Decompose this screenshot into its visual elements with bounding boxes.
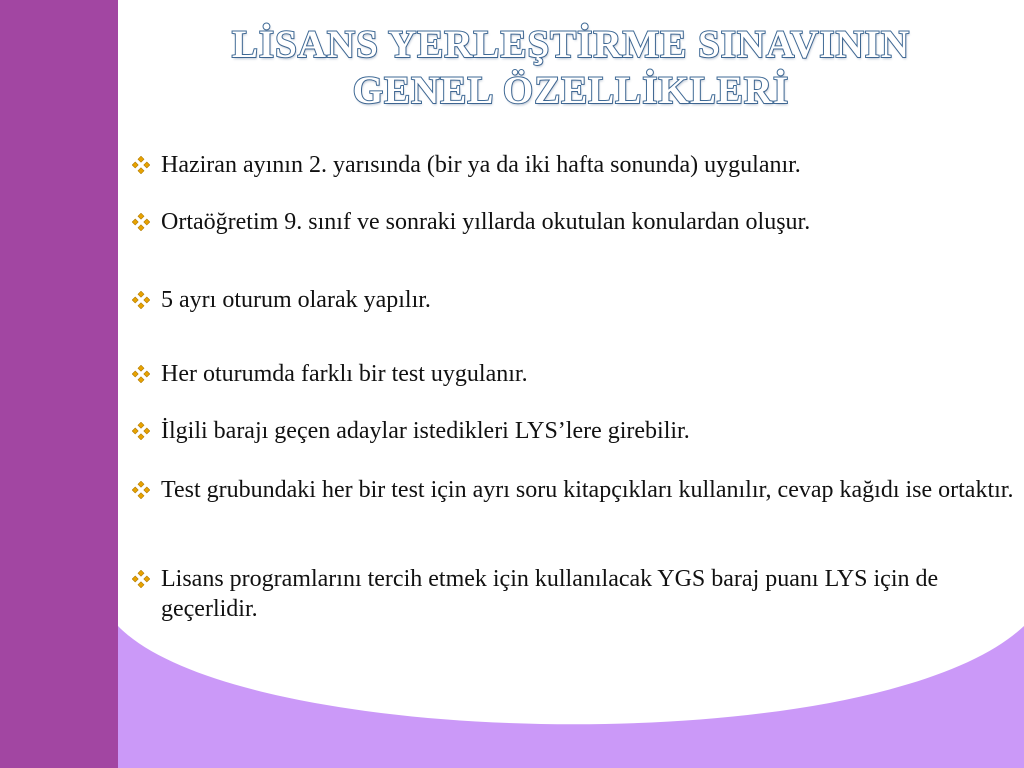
- bullet-text: Lisans programlarını tercih etmek için kullanılacak YGS baraj puanı LYS için de geçerlidir.: [161, 566, 939, 622]
- bullet-text: Haziran ayının 2. yarısında (bir ya da iki hafta sonunda) uygulanır.: [161, 152, 801, 178]
- bullet-item: [128, 416, 1020, 446]
- diamond-bullet-icon: [128, 475, 154, 505]
- diamond-bullet-icon: [128, 207, 154, 237]
- bullet-item: [128, 564, 1020, 624]
- diamond-bullet-icon: [128, 564, 154, 594]
- bullet-text: Ortaöğretim 9. sınıf ve sonraki yıllarda okutulan konulardan oluşur.: [161, 209, 811, 235]
- bullet-item: [128, 285, 1020, 315]
- bullet-text: Test grubundaki her bir test için ayrı soru kitapçıkları kullanılır, cevap kağıdı ise ortaktır.: [161, 477, 1014, 503]
- bullet-text: 5 ayrı oturum olarak yapılır.: [161, 287, 431, 313]
- diamond-bullet-icon: [128, 359, 154, 389]
- bullet-item: [128, 475, 1020, 505]
- bullet-text: Her oturumda farklı bir test uygulanır.: [161, 361, 528, 387]
- title-line-1: LİSANS YERLEŞTİRME SINAVININ: [231, 23, 911, 66]
- bullet-item: [128, 207, 1020, 237]
- bullet-item: [128, 359, 1020, 389]
- diamond-bullet-icon: [128, 150, 154, 180]
- title-line-2: GENEL ÖZELLİKLERİ: [352, 69, 790, 112]
- bullet-item: [128, 150, 1020, 180]
- slide-title: [118, 22, 1024, 114]
- diamond-bullet-icon: [128, 416, 154, 446]
- diamond-bullet-icon: [128, 285, 154, 315]
- bullet-text: İlgili barajı geçen adaylar istedikleri LYS’lere girebilir.: [161, 418, 690, 444]
